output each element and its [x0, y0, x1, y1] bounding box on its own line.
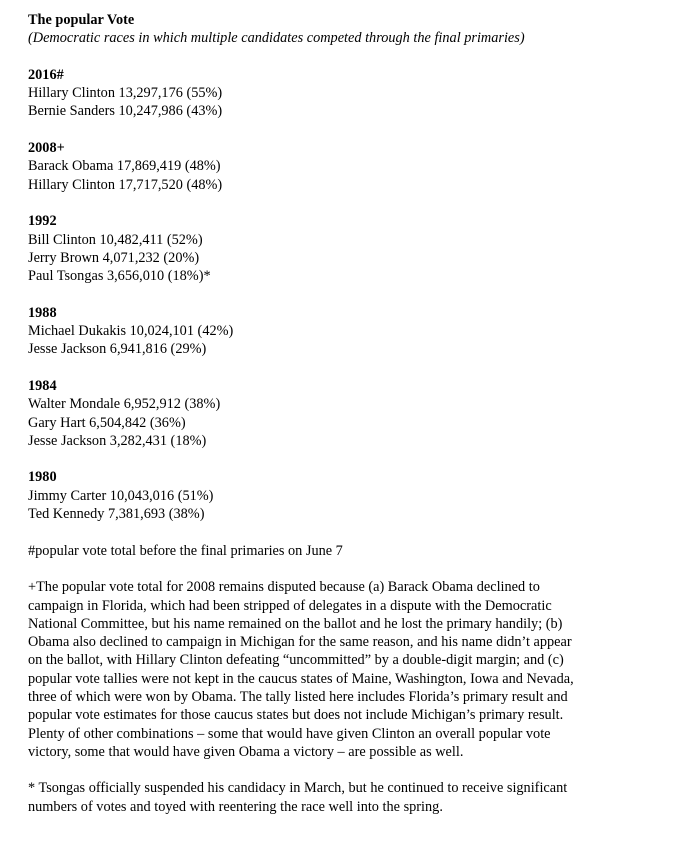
footnote-line: National Committee, but his name remained on the ballot and he lost the primary handily; (b) [28, 615, 563, 632]
race-section-1988 [28, 304, 658, 359]
spacer [28, 761, 658, 779]
footnote-line: victory, some that would have given Obama a victory – are possible as well. [28, 743, 464, 760]
footnote-line: * Tsongas officially suspended his candidacy in March, but he continued to receive significant [28, 780, 568, 797]
footnote-line: +The popular vote total for 2008 remains disputed because (a) Barack Obama declined to [28, 579, 540, 596]
document-title: The popular Vote [28, 12, 135, 28]
document-subtitle: (Democratic races in which multiple candidates competed through the final primaries) [28, 30, 525, 47]
race-section-1980 [28, 468, 658, 523]
race-result: Michael Dukakis 10,024,101 (42%) [28, 323, 234, 340]
race-result: Ted Kennedy 7,381,693 (38%) [28, 506, 205, 523]
footnote-line: three of which were won by Obama. The tally listed here includes Florida’s primary result and [28, 688, 568, 705]
spacer [28, 560, 658, 578]
footnote-line: Plenty of other combinations – some that would have given Clinton an overall popular vote [28, 725, 551, 742]
race-year: 1980 [28, 469, 57, 486]
race-result: Gary Hart 6,504,842 (36%) [28, 414, 186, 431]
race-year: 1992 [28, 213, 57, 230]
footnote-line: campaign in Florida, which had been stripped of delegates in a dispute with the Democratic [28, 597, 552, 614]
race-section-1984 [28, 377, 658, 450]
footnote-line: numbers of votes and toyed with reentering the race well into the spring. [28, 798, 443, 815]
spacer [28, 359, 658, 377]
footnote-star [28, 779, 658, 816]
footnote-line: Obama also declined to campaign in Michigan for the same reason, and his name didn’t appear [28, 634, 572, 651]
race-result: Hillary Clinton 13,297,176 (55%) [28, 85, 223, 102]
race-year: 2016# [28, 66, 64, 83]
footnote-line: on the ballot, with Hillary Clinton defeating “uncommitted” by a double-digit margin; and (c) [28, 652, 564, 669]
race-result: Walter Mondale 6,952,912 (38%) [28, 396, 221, 413]
race-year: 1988 [28, 304, 57, 321]
footnote-line: popular vote tallies were not kept in the caucus states of Maine, Washington, Iowa and Nevada, [28, 670, 574, 687]
footnote-hash: #popular vote total before the final primaries on June 7 [28, 542, 343, 559]
race-result: Jerry Brown 4,071,232 (20%) [28, 249, 200, 266]
race-result: Bill Clinton 10,482,411 (52%) [28, 231, 203, 248]
spacer [28, 48, 658, 66]
race-result: Paul Tsongas 3,656,010 (18%)* [28, 268, 211, 285]
race-result: Jesse Jackson 3,282,431 (18%) [28, 432, 207, 449]
spacer [28, 121, 658, 139]
race-section-2008 [28, 139, 658, 194]
document-page [28, 11, 658, 816]
race-result: Jesse Jackson 6,941,816 (29%) [28, 341, 207, 358]
race-year: 1984 [28, 377, 57, 394]
race-section-1992 [28, 212, 658, 285]
footnote-line: popular vote estimates for those caucus states but does not include Michigan’s primary result. [28, 707, 564, 724]
race-year: 2008+ [28, 140, 65, 157]
race-result: Barack Obama 17,869,419 (48%) [28, 158, 221, 175]
race-result: Jimmy Carter 10,043,016 (51%) [28, 487, 214, 504]
race-result: Hillary Clinton 17,717,520 (48%) [28, 176, 223, 193]
race-result: Bernie Sanders 10,247,986 (43%) [28, 103, 223, 120]
spacer [28, 285, 658, 303]
race-section-2016 [28, 66, 658, 121]
footnote-plus [28, 578, 658, 761]
spacer [28, 450, 658, 468]
spacer [28, 194, 658, 212]
spacer [28, 523, 658, 541]
